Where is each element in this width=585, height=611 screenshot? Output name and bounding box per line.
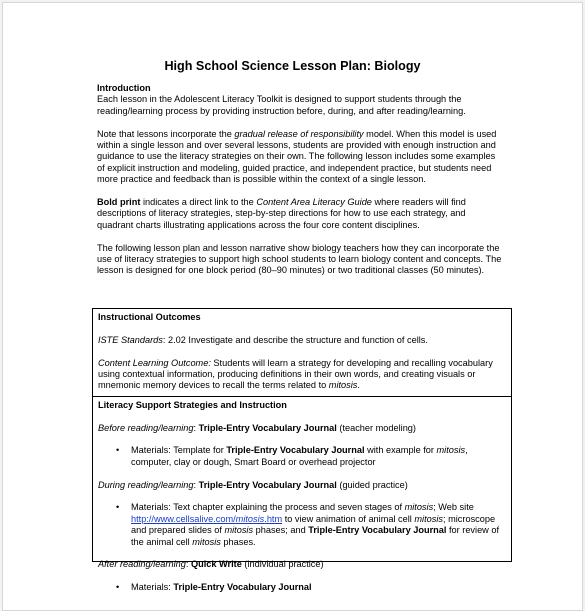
clo-term: mitosis [328,380,358,391]
during-materials-text: Materials: Text chapter explaining the process and seven stages of [131,502,405,513]
document-body [97,83,503,288]
bold-print-text: indicates a direct link to the [140,197,257,208]
after-colon: : [185,559,191,570]
before-materials [98,445,506,468]
bullet: • [116,445,120,456]
during-label: During reading/learning [98,479,194,490]
link-text-ext[interactable]: .htm [264,513,283,524]
after-materials-text: Materials: [131,582,174,593]
bullet: • [116,582,120,593]
intro-paragraph: Each lesson in the Adolescent Literacy Toolkit is designed to support students through the reading/learning process by providing instruction before, during, and after reading/learning. [97,94,466,116]
before-strategy: Triple-Entry Vocabulary Journal [198,422,337,433]
iste-standards [98,335,506,346]
during-line [98,480,506,491]
before-label: Before reading/learning [98,422,194,433]
during-note: (guided practice) [336,479,408,490]
after-label: After reading/learning [98,559,186,570]
before-materials-strategy: Triple-Entry Vocabulary Journal [226,445,365,456]
document-page [2,2,583,611]
document-title: High School Science Lesson Plan: Biology [164,59,421,73]
during-materials-term-4: mitosis [192,536,221,547]
during-materials [98,502,506,548]
outcomes-section [93,309,511,392]
after-stage [98,559,506,593]
after-materials-strategy: Triple-Entry Vocabulary Journal [173,582,312,593]
guide-title: Content Area Literacy Guide [256,197,372,208]
during-materials-text-end: phases. [220,536,256,547]
iste-label: ISTE Standards [98,334,163,345]
link-text-term[interactable]: mitosis [235,513,265,524]
note-paragraph [97,129,503,186]
note-text-rest: model. When this model is used within a single lesson and over several lessons, students are provided with enough instruction and guidance to use the literacy strategies on their own. The following lesson includes some examples of explicit instruction and modeling, guided practice, and independent practice, but students need more practice and feedback than is possible within the context of a single lesson. [97,128,497,185]
during-materials-text-6: for review of the animal cell [131,525,500,547]
iste-text: : 2.02 Investigate and describe the structure and function of cells. [162,334,428,345]
cellsalive-link[interactable] [131,514,282,524]
outcomes-heading: Instructional Outcomes [98,312,201,322]
note-emphasis: gradual release of responsibility [234,128,364,139]
after-line [98,559,506,570]
after-strategy: Quick Write [190,559,242,570]
content-learning-outcome [98,358,506,392]
during-materials-text-5: phases; and [253,525,309,536]
before-materials-term: mitosis [436,445,466,456]
during-strategy: Triple-Entry Vocabulary Journal [198,479,337,490]
before-stage [98,423,506,469]
during-materials-text-4: ; microscope and prepared slides of [131,513,496,536]
bold-print-label: Bold print [97,197,141,208]
after-note: (individual practice) [241,559,324,570]
closing-paragraph: The following lesson plan and lesson narrative show biology teachers how they can incorporate the use of literacy strategies to support high school students to learn biology content and concepts. The lesson is designed for one block period (80–90 minutes) or two traditional classes (50 minutes). [97,242,502,276]
before-note: (teacher modeling) [336,422,416,433]
before-materials-text-rest: , computer, clay or dough, Smart Board or overhead projector [131,445,468,467]
during-materials-term-3: mitosis [224,525,254,536]
before-colon: : [193,422,199,433]
bullet: • [116,502,120,513]
during-materials-text-3: to view animation of animal cell [282,513,415,524]
clo-label: Content Learning Outcome: [98,357,211,368]
bold-print-paragraph [97,197,503,231]
before-materials-text: Materials: Template for [131,445,227,456]
clo-period: . [357,380,360,391]
after-materials [98,582,506,593]
link-text[interactable]: http://www.cellsalive.com/ [131,513,236,524]
during-materials-text-2: ; Web site [433,502,474,513]
during-stage [98,480,506,548]
during-materials-strategy: Triple-Entry Vocabulary Journal [308,525,447,536]
before-materials-text-mid: with example for [364,445,437,456]
before-line [98,423,506,434]
lesson-table [92,308,512,593]
support-heading: Literacy Support Strategies and Instruction [98,399,287,410]
during-materials-term: mitosis [404,502,434,513]
clo-text: Students will learn a strategy for developing and recalling vocabulary using contextual information, producing definitions in their own words, and creating visuals or mnemonic memory devices to recall the terms related to [98,357,493,391]
support-section [93,397,511,594]
intro-heading: Introduction [97,83,151,93]
during-colon: : [193,479,199,490]
note-text: Note that lessons incorporate the [97,128,235,139]
during-materials-term-2: mitosis [414,513,443,524]
bold-print-text-rest: where readers will find descriptions of literacy strategies, step-by-step directions for how to use each strategy, and quadrant charts illustrating applications across the four core content disciplines. [97,197,466,230]
